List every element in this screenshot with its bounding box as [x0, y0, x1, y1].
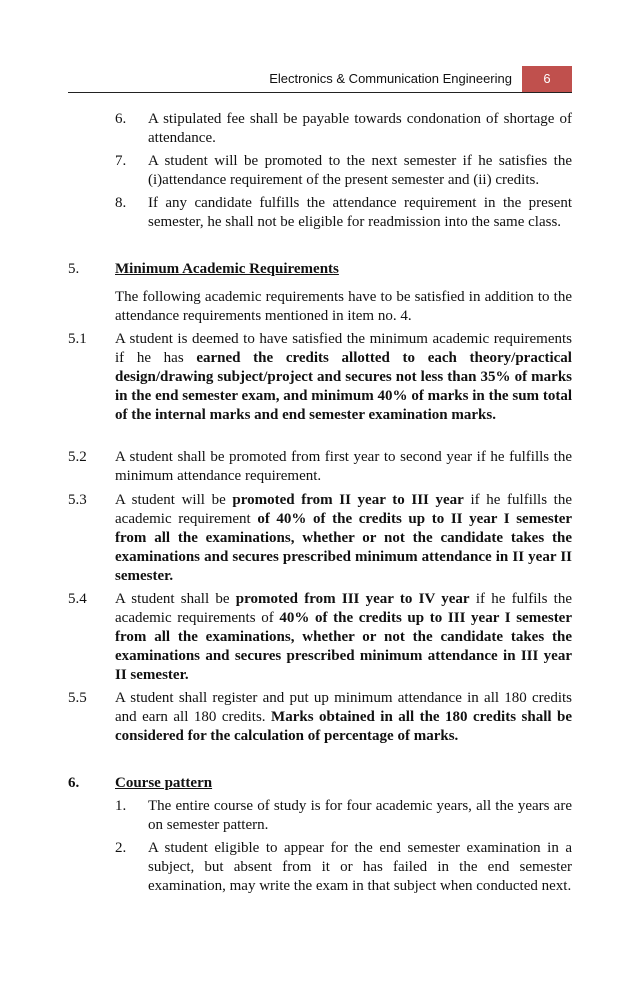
clause-text-plain: A student will be — [115, 492, 233, 508]
item-number: 2. — [115, 840, 127, 856]
clause-text — [115, 330, 572, 425]
clause-text-bold: promoted from II year to III year — [232, 492, 464, 508]
item-text: The entire course of study is for four academic years, all the years are on semester pattern. — [148, 798, 572, 833]
clause-text-plain: A student is deemed to have satisfied the minimum academic requirements if he has — [115, 331, 572, 366]
item-text: A stipulated fee shall be payable towards condonation of shortage of attendance. — [148, 111, 572, 146]
item-text: If any candidate fulfills the attendance requirement in the present semester, he shall not be eligible for readmission into the same class. — [148, 195, 572, 230]
item-number: 6. — [115, 111, 127, 127]
page-number: 6 — [522, 66, 572, 92]
section-heading: Minimum Academic Requirements — [115, 261, 339, 277]
clause-text-plain: if he fulfils the academic requirements of — [115, 591, 573, 626]
item-number: 8. — [115, 195, 127, 211]
item-text: A student eligible to appear for the end semester examination in a subject, but absent from it or has failed in the end semester examination, may write the exam in that subject when conducted next. — [148, 840, 572, 894]
clause-number: 5.3 — [68, 492, 87, 508]
clause-text — [115, 491, 572, 586]
section-heading: Course pattern — [115, 775, 213, 791]
item-number: 1. — [115, 798, 127, 814]
item-number: 7. — [115, 153, 127, 169]
header-title: Electronics & Communication Engineering — [269, 71, 512, 86]
clause-text: A student shall be promoted from first year to second year if he fulfills the minimum attendance requirement. — [115, 449, 572, 484]
clause-number: 5.1 — [68, 331, 87, 347]
clause-text-plain: A student shall be — [115, 591, 236, 607]
clause-number: 5.2 — [68, 449, 87, 465]
clause-number: 5.4 — [68, 591, 87, 607]
clause-text-bold: Marks obtained in all the 180 credits shall be considered for the calculation of percentage of marks. — [115, 709, 572, 744]
clause-text-bold: earned the credits allotted to each theory/practical design/drawing subject/project and secures not less than 35% of marks in the end semester exam, and minimum 40% of marks in the sum total of the internal marks and end semester examination marks. — [115, 350, 572, 423]
clause-text-bold: 40% of the credits up to III year I semester from all the examinations, whether or not the candidate takes the examinations and secures prescribed minimum attendance in III year II semester. — [115, 610, 573, 683]
clause-text — [115, 590, 572, 685]
section-number: 5. — [68, 261, 80, 277]
item-text: A student will be promoted to the next semester if he satisfies the (i)attendance requirement of the present semester and (ii) credits. — [148, 153, 572, 188]
clause-number: 5.5 — [68, 690, 87, 706]
clause-text-plain: if he fulfills the academic requirement — [115, 492, 573, 527]
paragraph-text: The following academic requirements have to be satisfied in addition to the attendance requirements mentioned in item no. 4. — [115, 289, 572, 324]
clause-text-bold: promoted from III year to IV year — [235, 591, 470, 607]
clause-text-plain: A student shall register and put up minimum attendance in all 180 credits and earn all 180 credits. — [115, 690, 572, 725]
clause-text — [115, 689, 572, 746]
section-number: 6. — [68, 775, 80, 791]
page-header — [68, 66, 572, 93]
clause-text-bold: of 40% of the credits up to II year I semester from all the examinations, whether or not the candidate takes the examinations and secures prescribed minimum attendance in II year II semester. — [115, 511, 573, 584]
